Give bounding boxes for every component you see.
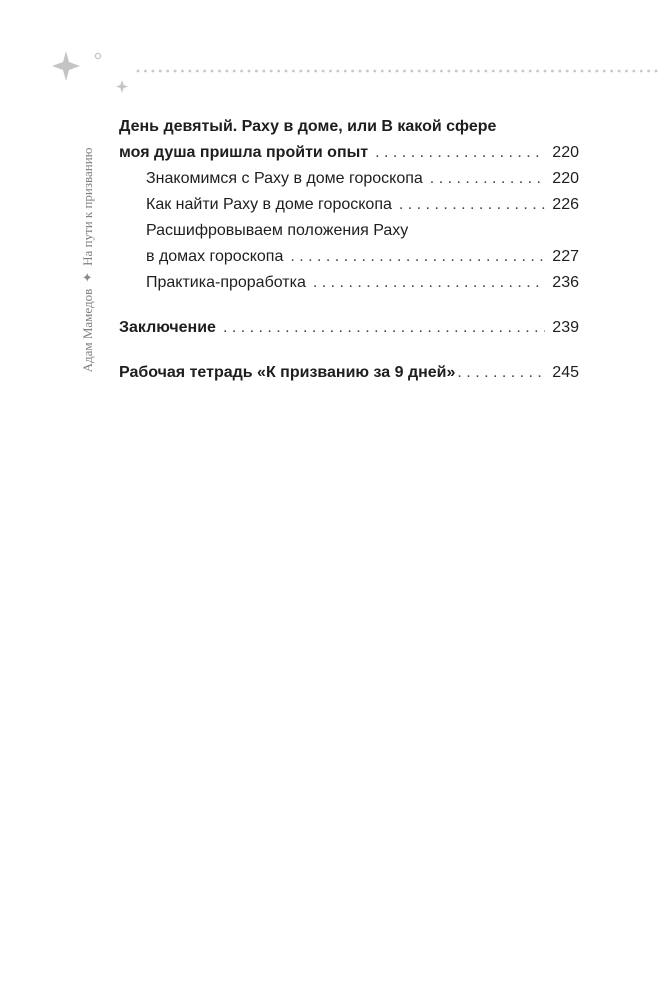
toc-page-number: 227 bbox=[552, 248, 579, 265]
toc-entry-title: в домах гороскопа bbox=[146, 248, 284, 265]
dot-leader bbox=[430, 166, 546, 192]
toc-entry-title: Практика-проработка bbox=[146, 274, 306, 291]
table-of-contents bbox=[119, 114, 579, 386]
toc-entry-sub3 bbox=[119, 218, 579, 244]
dot-leader bbox=[313, 270, 545, 296]
toc-entry-sub3-cont bbox=[119, 244, 579, 270]
dot-leader bbox=[457, 360, 545, 386]
toc-page-number: 226 bbox=[552, 196, 579, 213]
toc-entry-title: Как найти Раху в доме гороскопа bbox=[146, 196, 392, 213]
toc-page-number: 220 bbox=[552, 170, 579, 187]
spacer bbox=[119, 296, 579, 315]
dot-leader bbox=[375, 140, 545, 166]
toc-page-number: 239 bbox=[552, 319, 579, 336]
small-sparkle-icon bbox=[116, 80, 128, 93]
running-head-vertical bbox=[76, 116, 100, 404]
toc-page-number: 236 bbox=[552, 274, 579, 291]
running-head-author: Адам Мамедов bbox=[80, 288, 95, 373]
toc-entry-sub2 bbox=[119, 192, 579, 218]
star-separator-icon: ✦ bbox=[80, 271, 95, 283]
toc-entry-title: моя душа пришла пройти опыт bbox=[119, 144, 369, 161]
toc-entry-title: Рабочая тетрадь «К призванию за 9 дней» bbox=[119, 364, 456, 381]
toc-entry-sub4 bbox=[119, 270, 579, 296]
toc-entry-conclusion bbox=[119, 315, 579, 341]
small-circle-icon bbox=[95, 53, 100, 58]
toc-entry-title: Знакомимся с Раху в доме гороскопа bbox=[146, 170, 423, 187]
running-head-title: На пути к призванию bbox=[80, 147, 95, 266]
toc-entry-sub1 bbox=[119, 166, 579, 192]
toc-entry-workbook bbox=[119, 360, 579, 386]
toc-entry-day9 bbox=[119, 114, 579, 140]
dot-leader bbox=[399, 192, 545, 218]
toc-page-number: 245 bbox=[552, 364, 579, 381]
toc-entry-day9-cont bbox=[119, 140, 579, 166]
spacer bbox=[119, 341, 579, 360]
toc-page-number: 220 bbox=[552, 144, 579, 161]
large-sparkle-icon bbox=[52, 51, 80, 81]
star-dots-ornament bbox=[0, 0, 665, 110]
dot-leader bbox=[223, 315, 545, 341]
toc-entry-title: Расшифровываем положения Раху bbox=[146, 222, 409, 239]
toc-entry-title: День девятый. Раху в доме, или В какой сфере bbox=[119, 118, 497, 135]
toc-entry-title: Заключение bbox=[119, 319, 216, 336]
dot-leader bbox=[290, 244, 545, 270]
